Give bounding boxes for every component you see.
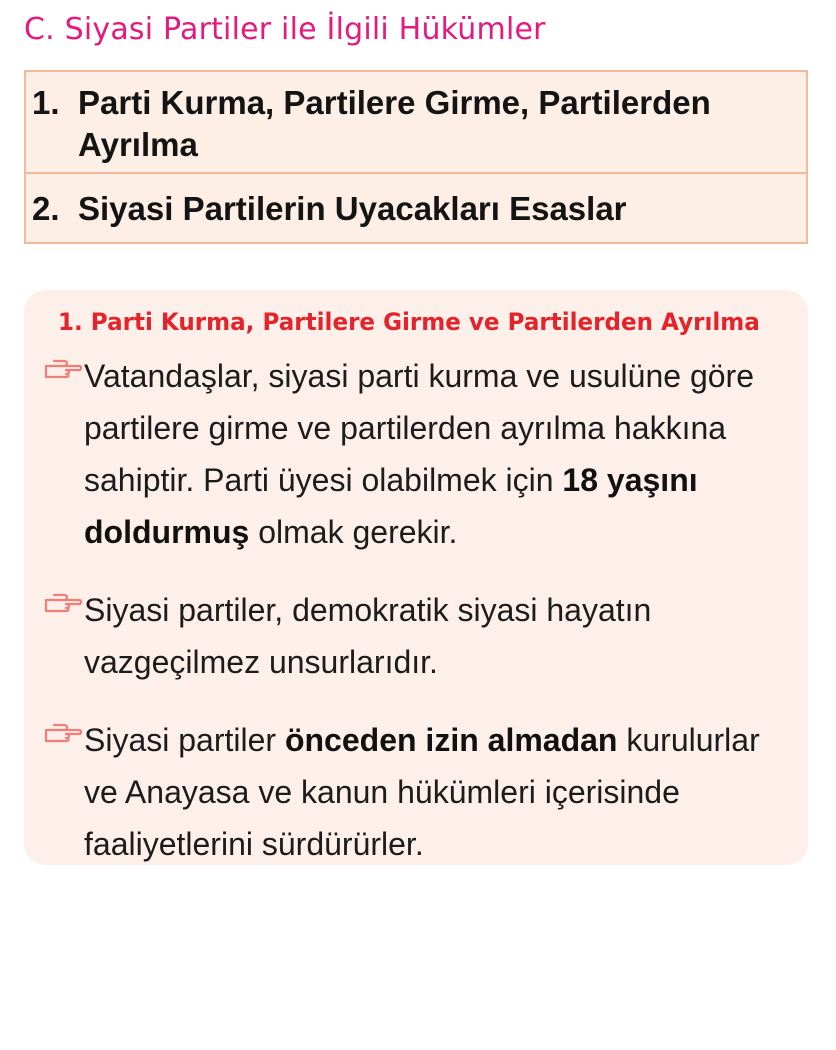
bullet-text-part: Siyasi partiler, demokratik siyasi hayatın vazgeçilmez unsurlarıdır. (84, 592, 652, 680)
bullet-item (44, 714, 782, 870)
topic-item (26, 172, 806, 242)
bullet-text-part: olmak gerekir. (258, 514, 458, 550)
topic-number: 2. (32, 190, 60, 227)
bullet-bold-text: önceden izin almadan (284, 722, 618, 758)
info-card (24, 290, 808, 865)
bullet-text (84, 714, 782, 870)
bullet-bold-text: 18 yaşını doldurmuş (84, 462, 698, 550)
bullet-item (44, 350, 782, 558)
bullet-text (84, 350, 782, 558)
topic-item (26, 72, 806, 172)
section-heading: C. Siyasi Partiler ile İlgili Hükümler (24, 12, 546, 47)
bullet-text-part: kurulurlar ve Anayasa ve kanun hükümleri içerisinde faaliyetlerini sürdürürler. (84, 722, 760, 862)
bullet-text-part: Vatandaşlar, siyasi parti kurma ve usulüne göre partilere girme ve partilerden ayrılma hakkına sahiptir. Parti üyesi olabilmek için (84, 358, 754, 498)
topic-list (24, 70, 808, 244)
topic-text: Siyasi Partilerin Uyacakları Esaslar (78, 190, 627, 227)
topic-text: Parti Kurma, Partilere Girme, Partilerden Ayrılma (78, 84, 711, 163)
pointing-hand-icon (44, 714, 84, 870)
bullet-text-part: Siyasi partiler (84, 722, 277, 758)
bullet-item (44, 584, 782, 688)
pointing-hand-icon (44, 350, 84, 558)
card-title: 1. Parti Kurma, Partilere Girme ve Partilerden Ayrılma (58, 308, 760, 336)
topic-number: 1. (32, 84, 60, 121)
bullet-text (84, 584, 782, 688)
pointing-hand-icon (44, 584, 84, 688)
